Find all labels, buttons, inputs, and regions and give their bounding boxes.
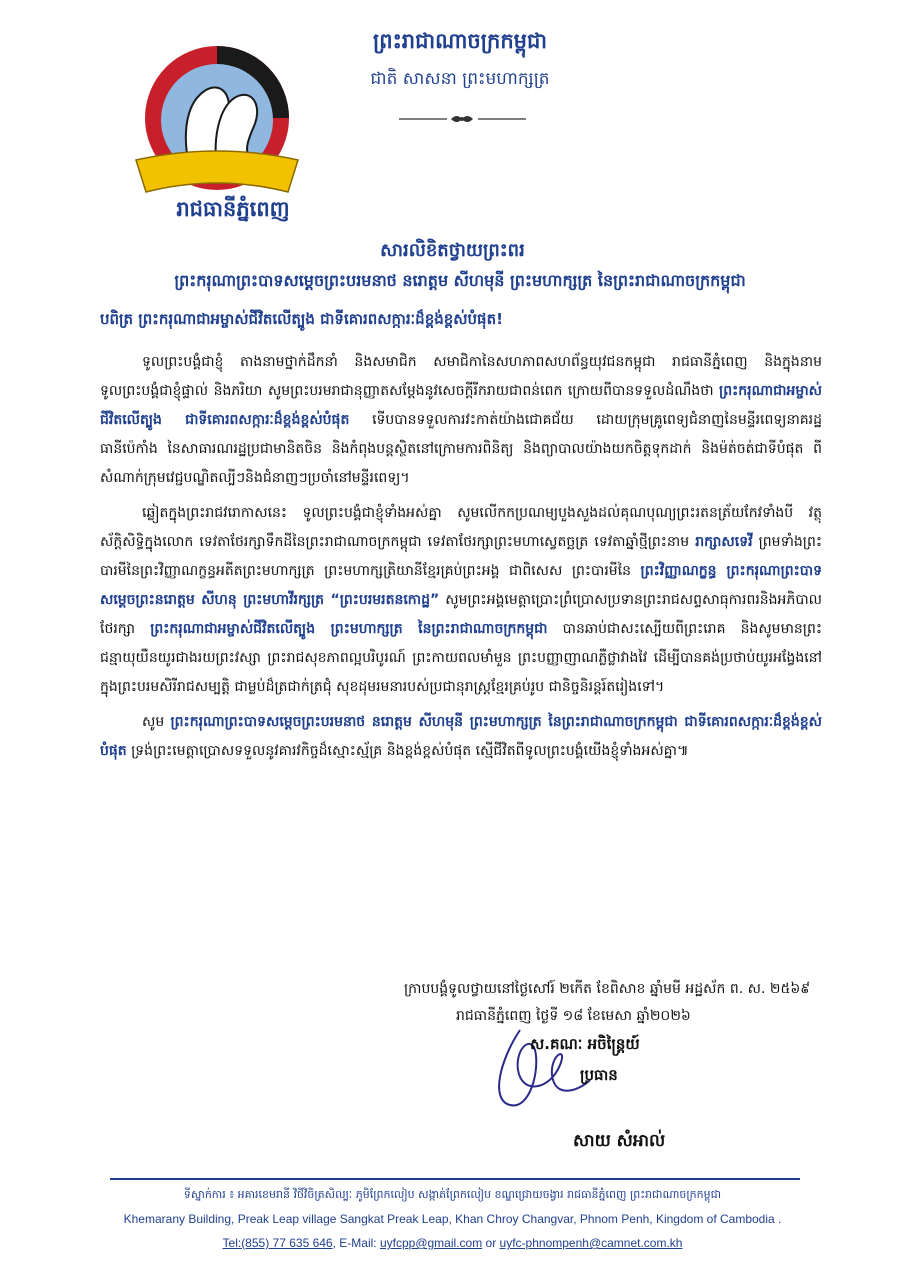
paragraph-1: ទូលព្រះបង្គំជាខ្ញុំ តាងនាមថ្នាក់ដឹកនាំ និងសមាជិក សមាជិកានៃសហភាពសហព័ន្ធយុវជនកម្ពុជា រាជធានីភ្នំពេញ និងក្នុងនាមទូលព្រះបង្គំជាខ្ញុំផ្ទាល់ និងភរិយា សូមព្រះបរមរាជានុញ្ញាតសម្ដែងនូវសេចក្ដីរីករាយជាពន់ពេក ក្រោយពីបានទទួលដំណឹងថា ព្រះករុណាជាអម្ចាស់ជីវិតលើត្បូង ជាទីគោរពសក្ការៈដ៏ខ្ពង់ខ្ពស់បំផុត ទើបបានទទួលការវះកាត់យ៉ាងជោគជ័យ ដោយក្រុមគ្រូពេទ្យជំនាញនៃមន្ទីរពេទ្យនាគរដ្ឋធានីប៉េកាំង នៃសាធារណរដ្ឋប្រជាមានិតចិន និងកំពុងបន្តស្ថិតនៅក្រោមការពិនិត្យ និងព្យាបាលយ៉ាងយកចិត្តទុកដាក់ និងម៉ត់ចត់ជាទីបំផុត ពីសំណាក់ក្រុមវេជ្ជបណ្ឌិតល្បីៗនិងជំនាញៗប្រចាំនៅមន្ទីរពេទ្យ។: [100, 354, 822, 486]
footer-divider: [110, 1178, 800, 1180]
handwritten-signature: [480, 1010, 600, 1120]
national-motto: ជាតិ សាសនា ព្រះមហាក្សត្រ: [370, 69, 550, 89]
footer-address-khmer: ទីស្នាក់ការ ៖ អគារខេមរានី វិថីវិចិត្រសិល្បៈ ភូមិព្រែកលៀប សង្កាត់ព្រែកលៀប ខណ្ឌជ្រោយចង្វារ រាជធានីភ្នំពេញ ព្រះរាជាណាចក្រកម្ពុជា: [183, 1188, 722, 1201]
signatory-role: ប្រធាន: [580, 1066, 618, 1084]
signatory-name: សាយ សំអាល់: [573, 1131, 666, 1151]
phone-link[interactable]: Tel:(855) 77 635 646: [222, 1236, 333, 1250]
letter-body: [100, 348, 822, 766]
letter-title: សារលិខិតថ្វាយព្រះពរ: [380, 240, 525, 261]
letter-salutation: បពិត្រ ព្រះករុណាជាអម្ចាស់ជីវិតលើត្បូង ជាទីគោរពសក្ការៈដ៏ខ្ពង់ខ្ពស់បំផុត!: [100, 310, 503, 328]
ornament-divider: [395, 112, 530, 126]
paragraph-2: ឆ្លៀតក្នុងព្រះរាជវរោកាសនេះ ទូលព្រះបង្គំជាខ្ញុំទាំងអស់គ្នា សូមលើកកប្រណម្យបួងសួងដល់គុណបុណ្យព្រះរតនត្រ័យកែវទាំងបី វត្ថុស័ក្តិសិទ្ធិក្នុងលោក ទេវតាថែរក្សាទឹកដីនៃព្រះរាជាណាចក្រកម្ពុជា ទេវតាថែរក្សាព្រះមហាស្វេតច្ឆត្រ ទេវតាឆ្នាំថ្មីព្រះនាម រាក្សាសទេវី ព្រមទាំងព្រះបារមីនៃព្រះវិញ្ញាណក្ខន្ធអតីតព្រះមហាក្សត្រ ព្រះមហាក្សត្រិយានីខ្មែរគ្រប់ព្រះអង្គ ជាពិសេស ព្រះបារមីនៃ ព្រះវិញ្ញាណក្ខន្ធ ព្រះករុណាព្រះបាទសម្ដេចព្រះនរោត្តម សីហនុ ព្រះមហាវីរក្សត្រ “ព្រះបរមរតនកោដ្ឋ” សូមព្រះអង្គមេត្តាប្រោះព្រំប្រោសប្រទានព្រះរាជសព្ទសាធុការពរនិងអភិបាលថែរក្សា ព្រះករុណាជាអម្ចាស់ជីវិតលើត្បូង ព្រះមហាក្សត្រ នៃព្រះរាជាណាចក្រកម្ពុជា បានឆាប់ជាសះស្បើយពីព្រះរោគ និងសូមមានព្រះជន្មាយុយឺនយូរជាងរយព្រះវស្សា ព្រះរាជសុខភាពល្អបរិបូរណ៍ ព្រះកាយពលមាំមួន ព្រះបញ្ញាញាណភ្លឺថ្លាវាងវៃ ដើម្បីបានគង់ប្រថាប់យូរអង្វែងនៅក្នុងព្រះបរមសិរីរាជសម្បត្តិ ជាម្លប់ដ៏ត្រជាក់ត្រជុំ សុខដុមរមនារបស់ប្រជានុរាស្ត្រខ្មែរគ្រប់រូប ជានិច្ចនិរន្តរ៍តរៀងទៅ។: [100, 505, 822, 695]
kingdom-heading: ព្រះរាជាណាចក្រកម្ពុជា: [372, 28, 547, 53]
email-link-2[interactable]: uyfc-phnompenh@camnet.com.kh: [499, 1236, 683, 1250]
letter-addressee: ព្រះករុណាព្រះបាទសម្ដេចព្រះបរមនាថ នរោត្តម សីហមុនី ព្រះមហាក្សត្រ នៃព្រះរាជាណាចក្រកម្ពុជា: [174, 271, 746, 290]
paragraph-3: សូម ព្រះករុណាព្រះបាទសម្ដេចព្រះបរមនាថ នរោត្តម សីហមុនី ព្រះមហាក្សត្រ នៃព្រះរាជាណាចក្រកម្ពុជា ជាទីគោរពសក្ការៈដ៏ខ្ពង់ខ្ពស់បំផុត ទ្រង់ព្រះមេត្តាប្រោសទទួលនូវគារវកិច្ចដ៏ស្មោះស្ម័គ្រ និងខ្ពង់ខ្ពស់បំផុត ស្មើជីវិតពីទូលព្រះបង្គំយើងខ្ញុំទាំងអស់គ្នា៕: [100, 714, 823, 759]
footer-address-english: Khemarany Building, Preak Leap village Sangkat Preak Leap, Khan Chroy Changvar, Phnom Penh, Kingdom of Cambodia .: [123, 1212, 782, 1226]
footer-contact: Tel:(855) 77 635 646, E-Mail: uyfcpp@gmail.com or uyfc-phnompenh@camnet.com.kh: [222, 1236, 683, 1250]
union-logo: [128, 42, 306, 212]
email-link-1[interactable]: uyfcpp@gmail.com: [379, 1236, 483, 1250]
date-lunar: ក្រាបបង្គំទូលថ្វាយនៅថ្ងៃសៅរ៍ ២កើត ខែពិសាខ ឆ្នាំមមី អដ្ឋស័ក ព. ស. ២៥៦៩: [404, 981, 811, 997]
signatory-organization: ស.គណៈ អចិន្ត្រៃយ៍: [530, 1035, 640, 1053]
city-name: រាជធានីភ្នំពេញ: [176, 196, 290, 221]
date-solar: រាជធានីភ្នំពេញ ថ្ងៃទី ១៨ ខែមេសា ឆ្នាំ២០២៦: [456, 1008, 691, 1024]
